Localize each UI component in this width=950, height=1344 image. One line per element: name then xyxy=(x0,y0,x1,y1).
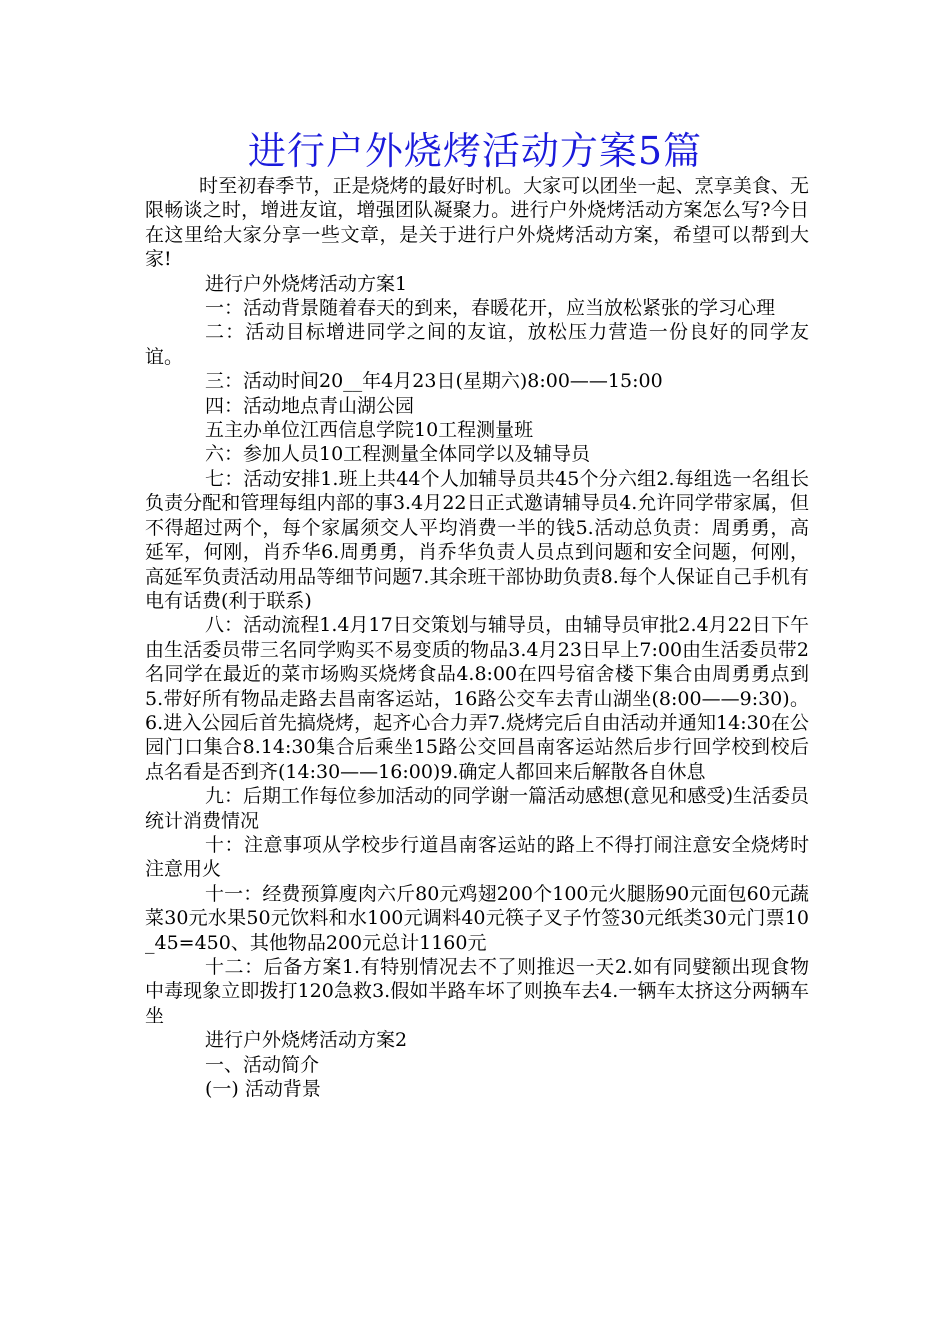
item-budget: 十一：经费预算廋肉六斤80元鸡翅200个100元火腿肠90元面包60元蔬菜30元水果50元饮料和水100元调料40元筷子叉子竹签30元纸类30元门票10_45=450、其他物品200元总计1160元 xyxy=(145,882,809,954)
item-participants: 六：参加人员10工程测量全体同学以及辅导员 xyxy=(205,443,591,466)
intro-paragraph: 时至初春季节，正是烧烤的最好时机。大家可以团坐一起、烹享美食、无限畅谈之时，增进友谊，增强团队凝聚力。进行户外烧烤活动方案怎么写?今日在这里给大家分享一些文章，是关于进行户外烧烤活动方案，希望可以帮到大家! xyxy=(145,175,809,271)
item-arrangement: 七：活动安排1.班上共44个人加辅导员共45个分六组2.每组选一名组长负责分配和管理每组内部的事3.4月22日正式邀请辅导员4.允许同学带家属，但不得超过两个，每个家属须交人平均消费一半的钱5.活动总负责：周勇勇，高延军，何刚，肖乔华6.周勇勇，肖乔华负责人员点到问题和安全问题，何刚，高延军负责活动用品等细节问题7.其余班干部协助负责8.每个人保证自己手机有电有话费(利于联系) xyxy=(145,467,809,612)
subheading-background: (一) 活动背景 xyxy=(205,1078,321,1101)
document-title: 进行户外烧烤活动方案5篇 xyxy=(247,129,703,173)
item-time: 三：活动时间20__年4月23日(星期六)8:00——15:00 xyxy=(205,370,663,393)
item-backup-plan: 十二：后备方案1.有特别情况去不了则推迟一天2.如有同嬖额出现食物中毒现象立即拨打120急救3.假如半路车坏了则换车去4.一辆车太挤这分两辆车坐 xyxy=(145,956,809,1027)
section-heading-plan-2: 进行户外烧烤活动方案2 xyxy=(205,1029,408,1052)
document-body xyxy=(145,174,809,1101)
item-organizer: 五主办单位江西信息学院10工程测量班 xyxy=(205,419,534,442)
item-notes: 十：注意事项从学校步行道昌南客运站的路上不得打闹注意安全烧烤时注意用火 xyxy=(145,833,809,881)
subheading-intro: 一、活动简介 xyxy=(205,1053,320,1076)
section-heading-plan-1: 进行户外烧烤活动方案1 xyxy=(205,272,408,295)
item-process: 八：活动流程1.4月17日交策划与辅导员，由辅导员审批2.4月22日下午由生活委员带三名同学购买不易变质的物品3.4月23日早上7:00由生活委员带2名同学在最近的菜市场购买烧烤食品4.8:00在四号宿舍楼下集合由周勇勇点到5.带好所有物品走路去昌南客运站，16路公交车去青山湖坐(8:00——9:30)。6.进入公园后首先搞烧烤，起齐心合力弄7.烧烤完后自由活动并通知14:30在公园门口集合8.14:30集合后乘坐15路公交回昌南客运站然后步行回学校到校后点名看是否到齐(14:30——16:00)9.确定人都回来后解散各自休息 xyxy=(145,614,809,783)
item-goal: 二：活动目标增进同学之间的友谊，放松压力营造一份良好的同学友谊。 xyxy=(145,321,809,368)
item-location: 四：活动地点青山湖公园 xyxy=(205,394,415,417)
item-followup: 九：后期工作每位参加活动的同学谢一篇活动感想(意见和感受)生活委员统计消费情况 xyxy=(145,785,809,832)
item-background: 一：活动背景随着春天的到来，春暖花开，应当放松紧张的学习心理 xyxy=(205,297,776,320)
